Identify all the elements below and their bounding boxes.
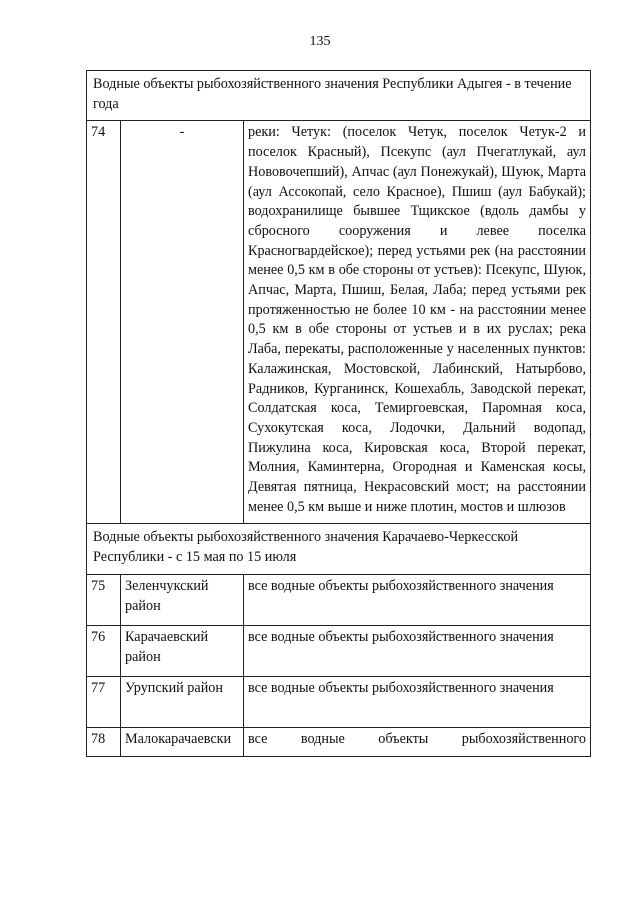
section-title-kchr: Водные объекты рыбохозяйственного значения Карачаево-Черкесской Республики - с 15 мая по 15 июля xyxy=(87,524,591,574)
row-number: 78 xyxy=(87,727,121,756)
row-name: - xyxy=(121,121,244,524)
row-number: 76 xyxy=(87,625,121,676)
row-number: 77 xyxy=(87,676,121,727)
table-row-77 xyxy=(87,676,591,727)
row-name: Зеленчукский район xyxy=(121,574,244,625)
section-header-kchr xyxy=(87,524,591,574)
row-name: Урупский район xyxy=(121,676,244,727)
table-row-74 xyxy=(87,121,591,524)
row-description: реки: Четук: (поселок Четук, поселок Четук-2 и поселок Красный), Псекупс (аул Пчегатлукай, аул Нововочепший), Апчас (аул Понежукай), Шуюк, Марта (аул Ассокопай, село Красное), Пшиш (аул Бабукай); водохранилище бывшее Тщикское (вдоль дамбы у сбросного сооружения и левее поселка Красногвардейское); перед устьями рек (на расстоянии менее 0,5 км в обе стороны от устьев): Псекупс, Шуюк, Апчас, Марта, Пшиш, Белая, Лаба; перед устьями рек протяженностью не более 10 км - на расстоянии менее 0,5 км в обе стороны от устьев и в их руслах; река Лаба, перекаты, расположенные у населенных пунктов: Калажинская, Мостовской, Лабинский, Натырбово, Радников, Курганинск, Кошехабль, Заводской перекат, Солдатская коса, Темиргоевская, Паромная коса, Сухокутская коса, Лодочки, Дальний водопад, Пижулина коса, Кировская коса, Второй перекат, Молния, Каминтерна, Огородная и Каменская косы, Девятая пятница, Некрасовский мост; на расстоянии менее 0,5 км выше и ниже плотин, мостов и шлюзов xyxy=(244,121,591,524)
table-row-76 xyxy=(87,625,591,676)
row-description: все водные объекты рыбохозяйственного значения xyxy=(244,676,591,727)
row-description: все водные объекты рыбохозяйственного значения xyxy=(244,625,591,676)
row-name: Малокарачаевски xyxy=(121,727,244,756)
row-name: Карачаевский район xyxy=(121,625,244,676)
row-number: 74 xyxy=(87,121,121,524)
section-header-adygea xyxy=(87,71,591,121)
row-description: все водные объекты рыбохозяйственного xyxy=(244,727,591,756)
table-row-78 xyxy=(87,727,591,756)
table-row-75 xyxy=(87,574,591,625)
regulations-table xyxy=(86,70,591,757)
row-number: 75 xyxy=(87,574,121,625)
row-description: все водные объекты рыбохозяйственного значения xyxy=(244,574,591,625)
page-number: 135 xyxy=(309,34,331,49)
section-title-adygea: Водные объекты рыбохозяйственного значения Республики Адыгея - в течение года xyxy=(87,71,591,121)
